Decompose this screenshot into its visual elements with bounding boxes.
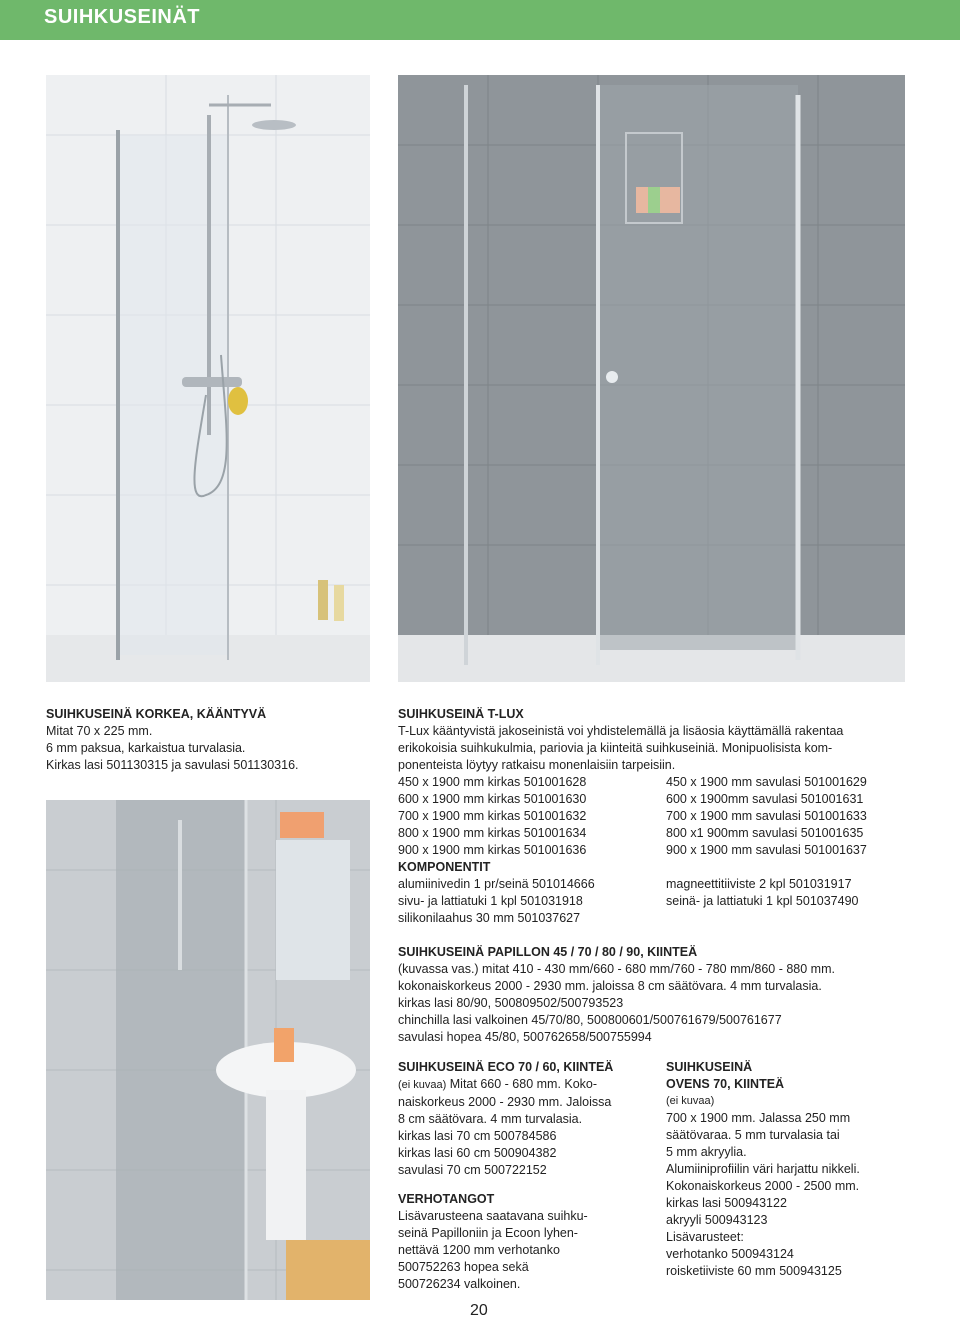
korkea-line: Kirkas lasi 501130315 ja savulasi 501130316.	[46, 758, 299, 772]
ovens-line: 700 x 1900 mm. Jalassa 250 mm	[666, 1111, 851, 1125]
ovens-note: (ei kuvaa)	[666, 1095, 715, 1107]
korkea-line: 6 mm paksua, karkaistua turvalasia.	[46, 741, 246, 755]
tlux-size-item: 450 x 1900 mm kirkas 501001628	[398, 775, 587, 789]
tlux-component-item: magneettitiiviste 2 kpl 501031917	[666, 877, 852, 891]
verho-line: seinä Papilloniin ja Ecoon lyhen-	[398, 1226, 578, 1240]
eco-section	[398, 1059, 613, 1179]
photo-papillon-shower	[46, 800, 370, 1300]
tlux-size-item: 800 x1 900mm savulasi 501001635	[666, 826, 864, 840]
eco-line: 8 cm säätövara. 4 mm turvalasia.	[398, 1112, 583, 1126]
eco-note: (ei kuvaa)	[398, 1079, 447, 1091]
verho-line: nettävä 1200 mm verhotanko	[398, 1243, 560, 1257]
ovens-line: akryyli 500943123	[666, 1213, 768, 1227]
photo-papillon-illustration	[46, 800, 370, 1300]
korkea-section	[46, 706, 299, 774]
eco-line: savulasi 70 cm 500722152	[398, 1163, 547, 1177]
tlux-left-column	[398, 774, 595, 927]
eco-first-text: Mitat 660 - 680 mm. Koko-	[446, 1077, 598, 1091]
tlux-size-item: 600 x 1900mm savulasi 501001631	[666, 792, 864, 806]
tlux-size-item: 450 x 1900 mm savulasi 501001629	[666, 775, 867, 789]
tlux-size-item: 700 x 1900 mm savulasi 501001633	[666, 809, 867, 823]
ovens-line: Kokonaiskorkeus 2000 - 2500 mm.	[666, 1179, 860, 1193]
verho-title: VERHOTANGOT	[398, 1192, 495, 1206]
tlux-size-item: 900 x 1900 mm savulasi 501001637	[666, 843, 867, 857]
ovens-line: säätövaraa. 5 mm turvalasia tai	[666, 1128, 840, 1142]
papillon-section	[398, 944, 835, 1046]
ovens-section	[666, 1059, 860, 1280]
eco-first-line	[398, 1076, 613, 1094]
page-title: SUIHKUSEINÄT	[44, 6, 201, 28]
papillon-title: SUIHKUSEINÄ PAPILLON 45 / 70 / 80 / 90, KIINTEÄ	[398, 945, 698, 959]
verho-line: 500726234 valkoinen.	[398, 1277, 521, 1291]
papillon-line: kokonaiskorkeus 2000 - 2930 mm. jaloissa 8 cm säätövara. 4 mm turvalasia.	[398, 979, 822, 993]
ovens-line: verhotanko 500943124	[666, 1247, 794, 1261]
ovens-line: roisketiiviste 60 mm 500943125	[666, 1264, 842, 1278]
tlux-component-item: alumiinivedin 1 pr/seinä 501014666	[398, 877, 595, 891]
papillon-line: savulasi hopea 45/80, 500762658/500755994	[398, 1030, 652, 1044]
tlux-intro-line: T-Lux kääntyvistä jakoseinistä voi yhdistelemällä ja lisäosia käyttämällä rakentaa	[398, 724, 844, 738]
tlux-intro-line: erikokoisia suihkukulmia, pariovia ja kiinteitä suihkuseiniä. Monipuolisista kom-	[398, 741, 833, 755]
eco-line: kirkas lasi 70 cm 500784586	[398, 1129, 557, 1143]
tlux-komponentit-title: KOMPONENTIT	[398, 860, 491, 874]
header-bar	[0, 0, 960, 40]
eco-title: SUIHKUSEINÄ ECO 70 / 60, KIINTEÄ	[398, 1060, 614, 1074]
tlux-spacer	[666, 859, 867, 876]
tlux-title: SUIHKUSEINÄ T-LUX	[398, 707, 524, 721]
photo-tlux-shower	[398, 75, 905, 682]
verho-line: 500752263 hopea sekä	[398, 1260, 529, 1274]
tlux-size-item: 800 x 1900 mm kirkas 501001634	[398, 826, 587, 840]
eco-line: naiskorkeus 2000 - 2930 mm. Jaloissa	[398, 1095, 612, 1109]
papillon-line: chinchilla lasi valkoinen 45/70/80, 500800601/500761679/500761677	[398, 1013, 782, 1027]
ovens-line: kirkas lasi 500943122	[666, 1196, 787, 1210]
korkea-line: Mitat 70 x 225 mm.	[46, 724, 153, 738]
tlux-component-item: seinä- ja lattiatuki 1 kpl 501037490	[666, 894, 859, 908]
ovens-line: 5 mm akryylia.	[666, 1145, 747, 1159]
korkea-title: SUIHKUSEINÄ KORKEA, KÄÄNTYVÄ	[46, 707, 267, 721]
photo-korkea-illustration	[46, 75, 370, 682]
tlux-section	[398, 706, 918, 774]
tlux-component-item: silikonilaahus 30 mm 501037627	[398, 911, 581, 925]
photo-tlux-illustration	[398, 75, 905, 682]
ovens-line: Alumiiniprofiilin väri harjattu nikkeli.	[666, 1162, 860, 1176]
ovens-title: SUIHKUSEINÄ	[666, 1060, 753, 1074]
tlux-intro-line: ponenteista löytyy ratkaisu monenlaisiin tarpeisiin.	[398, 758, 676, 772]
eco-line: kirkas lasi 60 cm 500904382	[398, 1146, 557, 1160]
verho-line: Lisävarusteena saatavana suihku-	[398, 1209, 588, 1223]
papillon-line: (kuvassa vas.) mitat 410 - 430 mm/660 - 680 mm/760 - 780 mm/860 - 880 mm.	[398, 962, 835, 976]
papillon-line: kirkas lasi 80/90, 500809502/500793523	[398, 996, 624, 1010]
tlux-size-item: 700 x 1900 mm kirkas 501001632	[398, 809, 587, 823]
tlux-size-item: 900 x 1900 mm kirkas 501001636	[398, 843, 587, 857]
ovens-line: Lisävarusteet:	[666, 1230, 744, 1244]
tlux-right-column	[666, 774, 867, 910]
ovens-title: OVENS 70, KIINTEÄ	[666, 1077, 785, 1091]
tlux-component-item: sivu- ja lattiatuki 1 kpl 501031918	[398, 894, 583, 908]
photo-korkea-shower	[46, 75, 370, 682]
verho-section	[398, 1191, 588, 1293]
page-number: 20	[470, 1302, 488, 1319]
tlux-size-item: 600 x 1900 mm kirkas 501001630	[398, 792, 587, 806]
